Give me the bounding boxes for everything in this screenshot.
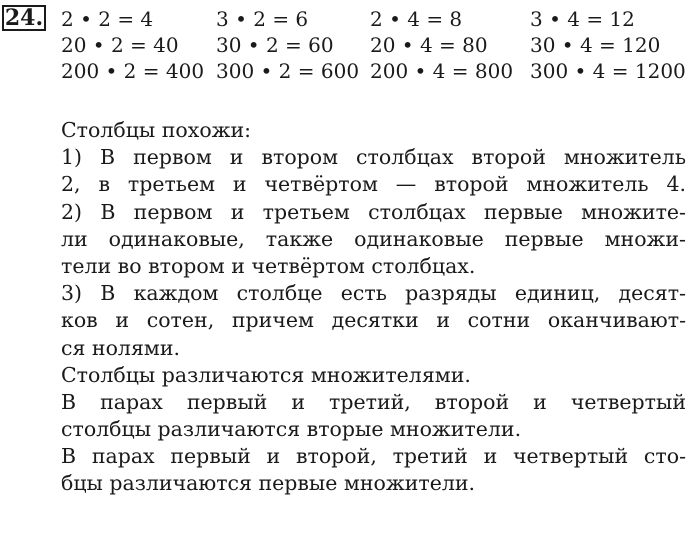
equation: 200 • 4 = 800 [370,59,514,83]
equation: 20 • 2 = 40 [61,33,179,57]
text-line: бцы различаются первые множители. [61,471,476,496]
text-line: тели во втором и четвёртом столбцах. [61,253,476,278]
equation-row [61,32,680,58]
text-line: 3) В каждом столбце есть разряды единиц, десят- [61,281,686,306]
equation: 3 • 2 = 6 [216,7,309,31]
text-line: 2, в третьем и четвёртом — второй множитель 4. [61,172,686,197]
equation: 2 • 2 = 4 [61,7,154,31]
answer-text [61,117,686,498]
text-line: столбцы различаются вторые множители. [61,417,522,442]
text-line: ся нолями. [61,335,181,360]
text-line: 1) В первом и втором столбцах второй множитель [61,145,686,170]
equation-row [61,58,686,84]
equation: 200 • 2 = 400 [61,59,205,83]
text-line: В парах первый и третий, второй и четвертый [61,389,686,414]
text-line: В парах первый и второй, третий и четвертый сто- [61,444,686,469]
problem-number: 24. [4,5,44,31]
text-line: Столбцы похожи: [61,118,252,142]
equation: 3 • 4 = 12 [530,7,635,31]
text-line: ли одинаковые, также одинаковые первые множи- [61,226,686,251]
problem-number-box [2,5,46,31]
equation-row [61,6,680,32]
text-line: 2) В первом и третьем столбцах первые множите- [61,199,686,224]
equation: 30 • 4 = 120 [530,33,661,57]
equation: 300 • 4 = 1200 [530,59,686,83]
text-line: Столбцы различаются множителями. [61,362,471,387]
text-line: ков и сотен, причем десятки и сотни оканчивают- [61,308,686,333]
equation: 2 • 4 = 8 [370,7,463,31]
equation: 20 • 4 = 80 [370,33,488,57]
equation-table [61,6,686,84]
equation: 30 • 2 = 60 [216,33,334,57]
equation: 300 • 2 = 600 [216,59,360,83]
